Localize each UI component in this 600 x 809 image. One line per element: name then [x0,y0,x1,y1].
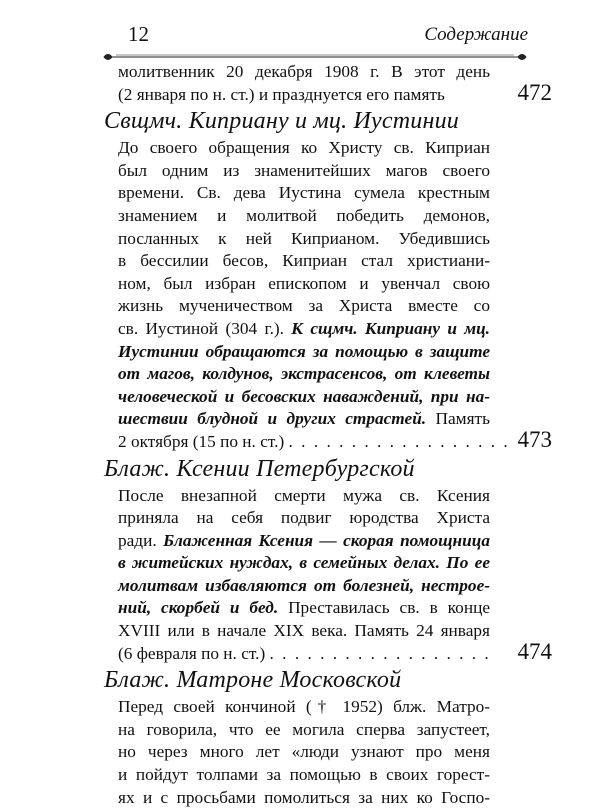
entry-text-line: молитвенник 20 декабря 1908 г. В этот день [118,62,490,81]
toc-entry [104,454,552,666]
entry-text-line: был одним из знаменитейших магов своего [118,160,490,180]
entry-text-line: но через много лет «люди узнают про меня [118,742,490,762]
entry-text-line [104,318,490,341]
entry-text: ради. [118,530,164,550]
entry-text-line: ях и с просьбами помолиться за них ко Госпо- [118,787,490,807]
entry-text-line [104,79,552,107]
toc-entry [104,106,552,453]
page-header [100,22,530,50]
entry-text-line [104,530,490,553]
entry-text-line: жизнь мученичеством за Христа вместе со [118,296,490,316]
entry-bold-line: человеческой и бесовских наваждений, при на- [118,386,490,406]
entry-bold-line: Иустинии обращаются за помощью в защите [118,341,490,361]
entry-text: Преставилась св. в конце [278,598,490,618]
entry-text-line: на говорила, что ее могила сперва запустеет, [118,719,490,739]
entry-text-line: времени. Св. дева Иустина сумела крестным [118,183,490,203]
entry-text-line: XVIII или в начале XIX века. Память 24 января [118,621,490,641]
entry-text-line: знамением и молитвой победить демонов, [118,205,490,225]
entry-text-line: После внезапной смерти мужа св. Ксения [118,485,490,505]
entry-text: св. Иустиной (304 г.). [118,318,292,338]
entry-text-line [104,597,490,620]
page-reference: 474 [517,638,552,664]
entry-text: (6 февраля по н. ст.) [118,643,266,663]
entry-text-line: Перед своей кончиной († 1952) блж. Матро- [118,697,490,717]
entry-bold-text: Блаженная Ксения — скорая помощница [163,530,490,550]
page-reference: 472 [517,79,552,105]
leader-dots: . . . . . . . . . . . . . . . . . . [269,643,491,663]
entry-bold-text: шествии блудной и других страстей. [118,409,427,429]
entry-text-line: приняла на себя подвиг юродства Христа [118,508,490,528]
toc-content [104,61,552,809]
entry-bold-line: в житейских нуждах, в семейных делах. По ее [118,553,490,573]
page-number: 12 [128,22,149,46]
entry-text-line: До своего обращения ко Христу св. Киприан [118,138,490,158]
running-title: Содержание [424,24,528,45]
entry-text-line [104,638,552,666]
entry-title: Блаж. Матроне Московской [104,667,402,694]
entry-text: (2 января по н. ст.) и празднуется его память [118,84,445,104]
entry-text: Память [426,409,490,429]
toc-entry [104,61,552,106]
entry-text-line: посланных к ней Киприаном. Убедившись [118,228,490,248]
entry-title: Блаж. Ксении Петербургской [104,455,415,482]
entry-text: 2 октября (15 по н. ст.) [118,431,285,451]
entry-bold-text: ний, скорбей и бед. [118,598,279,618]
page-reference: 473 [517,426,552,452]
entry-text-line: в бессилии бесов, Киприан стал христиани- [118,251,490,271]
entry-bold-line: от магов, колдунов, экстрасенсов, от клеветы [118,364,490,384]
leader-dots: . . . . . . . . . . . . . . . . . . [288,431,510,451]
entry-text-line: ном, был избран епископом и увенчал свою [118,273,490,293]
entry-bold-text: К сщмч. Киприану и мц. [291,318,490,338]
entry-text-line [104,408,490,431]
entry-text-line: и пойдут толпами за помощью в своих горест- [118,765,490,785]
entry-text-line [104,426,552,454]
toc-entry [104,665,541,809]
entry-title: Свщмч. Киприану и мц. Иустинии [104,108,459,135]
entry-bold-line: молитвам избавляются от болезней, нестрое- [118,575,490,595]
